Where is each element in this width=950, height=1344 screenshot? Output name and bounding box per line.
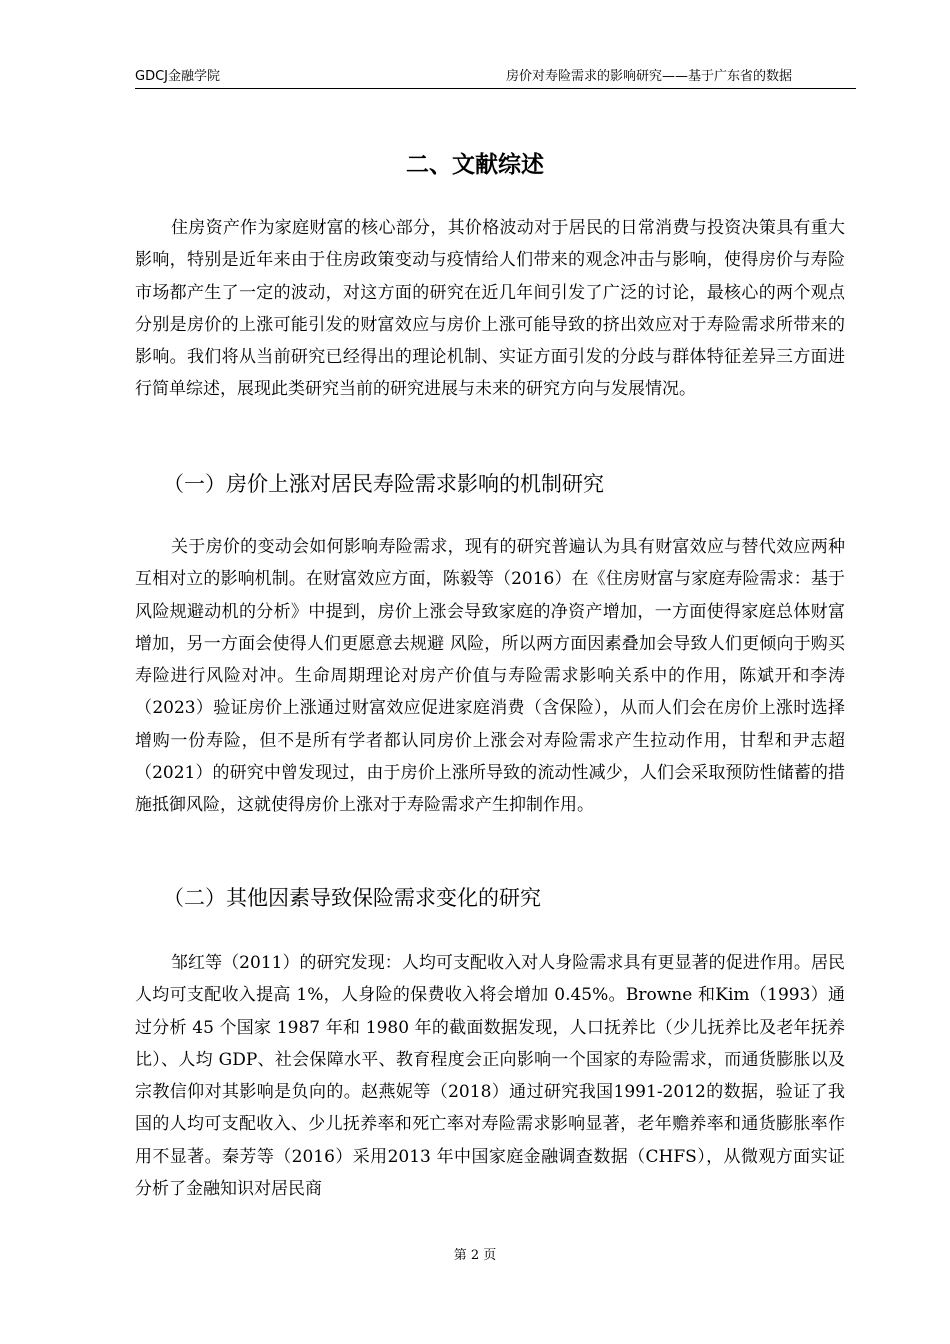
- page-header: [135, 66, 856, 89]
- section-heading-other-factors: （二）其他因素导致保险需求变化的研究: [163, 886, 541, 910]
- header-institution: GDCJ金融学院: [135, 69, 220, 84]
- header-paper-title: 房价对寿险需求的影响研究——基于广东省的数据: [505, 69, 792, 84]
- section-body-mechanism: 关于房价的变动会如何影响寿险需求，现有的研究普遍认为具有财富效应与替代效应两种互相对立的影响机制。在财富效应方面，陈毅等（2016）在《住房财富与家庭寿险需求：基于风险规避动机的分析》中提到，房价上涨会导致家庭的净资产增加，一方面使得家庭总体财富增加，另一方面会使得人们更愿意去规避 风险，所以两方面因素叠加会导致人们更倾向于购买寿险进行风险对冲。生命周期理论对房产价值与寿险需求影响关系中的作用，陈斌开和李涛（2023）验证房价上涨通过财富效应促进家庭消费（含保险），从而人们会在房价上涨时选择增购一份寿险，但不是所有学者都认同房价上涨会对寿险需求产生拉动作用，甘犁和尹志超（2021）的研究中曾发现过，由于房价上涨所导致的流动性减少，人们会采取预防性储蓄的措施抵御风险，这就使得房价上涨对于寿险需求产生抑制作用。: [135, 537, 845, 816]
- intro-paragraph: 住房资产作为家庭财富的核心部分，其价格波动对于居民的日常消费与投资决策具有重大影响，特别是近年来由于住房政策变动与疫情给人们带来的观念冲击与影响，使得房价与寿险市场都产生了一定的波动，对这方面的研究在近几年间引发了广泛的讨论，最核心的两个观点分别是房价的上涨可能引发的财富效应与房价上涨可能导致的挤出效应对于寿险需求所带来的影响。我们将从当前研究已经得出的理论机制、实证方面引发的分歧与群体特征差异三方面进行简单综述，展现此类研究当前的研究进展与未来的研究方向与发展情况。: [135, 218, 845, 400]
- section-heading-mechanism: （一）房价上涨对居民寿险需求影响的机制研究: [163, 472, 604, 496]
- page-number: 第 2 页: [453, 1248, 497, 1263]
- chapter-title: 二、文献综述: [406, 152, 544, 178]
- section-body-other-factors: 邹红等（2011）的研究发现：人均可支配收入对人身险需求具有更显著的促进作用。居民人均可支配收入提高 1%，人身险的保费收入将会增加 0.45%。Browne 和Kim（1993）通过分析 45 个国家 1987 年和 1980 年的截面数据发现，人口抚养比（少儿抚养比及老年抚养比）、人均 GDP、社会保障水平、教育程度会正向影响一个国家的寿险需求，而通货膨胀以及宗教信仰对其影响是负向的。赵燕妮等（2018）通过研究我国1991-2012的数据，验证了我国的人均可支配收入、少儿抚养率和死亡率对寿险需求影响显著，老年赡养率和通货膨胀率作用不显著。秦芳等（2016）采用2013 年中国家庭金融调查数据（CHFS），从微观方面实证分析了金融知识对居民商: [135, 953, 845, 1200]
